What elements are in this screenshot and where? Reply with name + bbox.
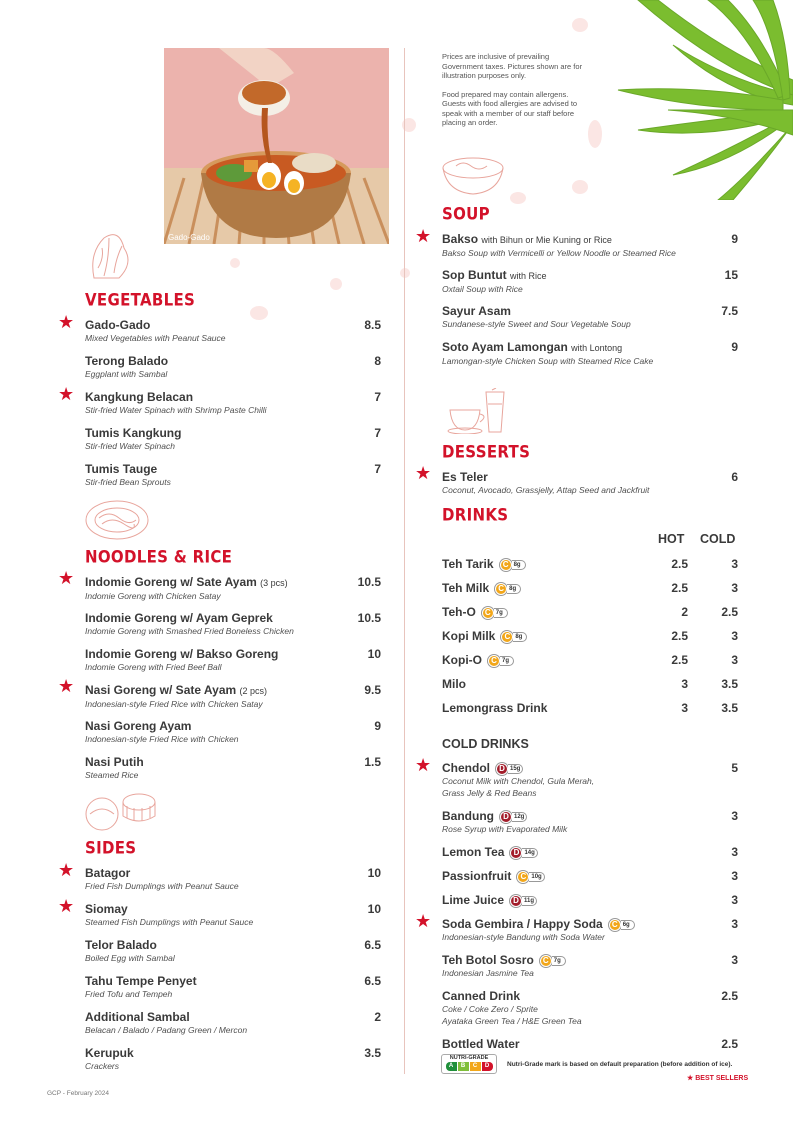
item-desc: Eggplant with Sambal [85, 369, 168, 379]
item-name: Tumis Tauge [85, 462, 158, 476]
item-name: Tahu Tempe Penyet [85, 974, 197, 988]
drink-lemongrass [442, 701, 738, 715]
drink-soda-gembira [442, 917, 738, 943]
grade-d: D [482, 1062, 493, 1071]
item-price: 8.5 [364, 318, 381, 332]
hot-price: 2.5 [671, 557, 688, 571]
menu-item-kerupuk [85, 1046, 381, 1072]
item-desc: Sundanese-style Sweet and Sour Vegetable Soup [442, 319, 631, 329]
item-name: Teh Tarik [442, 557, 494, 571]
menu-item-gado-gado [85, 318, 381, 344]
vegetable-sketch-icon [84, 228, 136, 284]
item-price: 10 [367, 647, 381, 661]
item-price: 9 [374, 719, 381, 733]
item-name: Kopi-O [442, 653, 482, 667]
drink-teh-milk [442, 581, 738, 595]
menu-item-bakso [442, 232, 738, 259]
menu-item-indomie-bakso [85, 647, 381, 673]
item-desc: Coconut Milk with Chendol, Gula Merah, [442, 776, 595, 786]
notice-text [442, 52, 592, 137]
item-extra: with Rice [510, 271, 547, 281]
menu-item-terong-balado [85, 354, 381, 380]
menu-item-es-teler [442, 470, 738, 496]
photo-caption: Gado-Gado [168, 233, 210, 242]
item-price: 1.5 [364, 755, 381, 769]
item-price: 9 [731, 340, 738, 354]
cold-price: 3 [731, 653, 738, 667]
item-price: 5 [731, 761, 738, 775]
best-seller-star-icon: ★ [415, 911, 432, 931]
item-desc: Steamed Fish Dumplings with Peanut Sauce [85, 917, 254, 927]
sides-title: SIDES [85, 838, 137, 858]
cold-price: 2.5 [721, 605, 738, 619]
drink-chendol [442, 761, 738, 799]
soup-bowl-sketch-icon [441, 154, 505, 196]
drink-lemon-tea [442, 845, 738, 859]
menu-item-indomie-sate [85, 575, 381, 602]
decor-blob [400, 268, 410, 278]
item-name: Lime Juice [442, 893, 505, 907]
item-name: Lemongrass Drink [442, 701, 548, 715]
footer-text: GCP - February 2024 [47, 1090, 110, 1097]
item-name: Nasi Putih [85, 755, 144, 769]
item-name: Teh-O [442, 605, 476, 619]
palm-leaf-icon [578, 0, 793, 200]
sugar-amount: 8g [507, 584, 521, 594]
item-name: Kangkung Belacan [85, 390, 194, 404]
sugar-amount: 15g [508, 764, 523, 774]
item-name: Sayur Asam [442, 304, 511, 318]
soup-title: SOUP [442, 204, 490, 224]
drink-passionfruit [442, 869, 738, 883]
item-price: 3 [731, 917, 738, 931]
item-price: 3 [731, 893, 738, 907]
drink-lime-juice [442, 893, 738, 907]
item-desc: Belacan / Balado / Padang Green / Mercon [85, 1025, 248, 1035]
grade-letter: C [540, 955, 552, 967]
notice-allergens: Food prepared may contain allergens. Guests with food allergies are advised to speak with a member of our staff before placing an order. [442, 89, 578, 127]
item-name: Soto Ayam Lamongan [442, 340, 568, 354]
item-desc: Stir-fried Bean Sprouts [85, 477, 171, 487]
item-desc: Indomie Goreng with Fried Beef Ball [85, 662, 222, 672]
item-name: Indomie Goreng w/ Sate Ayam [85, 575, 257, 589]
grade-letter: D [510, 895, 522, 907]
item-price: 2.5 [721, 989, 738, 1003]
menu-item-additional-sambal [85, 1010, 381, 1036]
drink-kopi-o [442, 653, 738, 667]
drink-teh-tarik [442, 557, 738, 571]
nutri-grade-badge [495, 583, 521, 595]
item-price: 3.5 [364, 1046, 381, 1060]
vegetables-title: VEGETABLES [85, 290, 196, 310]
best-sellers-legend: ★ BEST SELLERS [687, 1075, 749, 1082]
sugar-amount: 10g [529, 872, 544, 882]
sugar-amount: 14g [522, 848, 537, 858]
drink-canned [442, 989, 738, 1027]
item-price: 3 [731, 845, 738, 859]
nutri-grade-badge [482, 607, 508, 619]
menu-item-nasi-goreng-sate [85, 683, 381, 710]
hot-price: 2.5 [671, 629, 688, 643]
best-seller-star-icon: ★ [415, 463, 432, 483]
item-price: 7 [374, 426, 381, 440]
item-price: 3 [731, 809, 738, 823]
item-desc-2: Grass Jelly & Red Beans [442, 788, 537, 798]
cold-price: 3 [731, 557, 738, 571]
item-extra: (2 pcs) [239, 686, 268, 696]
grade-letter: D [496, 763, 508, 775]
best-seller-star-icon: ★ [58, 384, 75, 404]
menu-item-soto-ayam [442, 340, 738, 367]
hot-price: 2.5 [671, 581, 688, 595]
item-desc: Rose Syrup with Evaporated Milk [442, 824, 568, 834]
menu-item-tumis-kangkung [85, 426, 381, 452]
item-name: Tumis Kangkung [85, 426, 182, 440]
sugar-amount: 7g [500, 656, 514, 666]
item-name: Terong Balado [85, 354, 169, 368]
item-price: 8 [374, 354, 381, 368]
item-price: 2 [374, 1010, 381, 1024]
grade-letter: C [495, 583, 507, 595]
drinks-title: DRINKS [442, 505, 509, 525]
item-desc: Mixed Vegetables with Peanut Sauce [85, 333, 226, 343]
hot-price: 3 [681, 677, 688, 691]
item-desc: Fried Fish Dumplings with Peanut Sauce [85, 881, 239, 891]
sugar-amount: 8g [512, 560, 526, 570]
item-desc-2: Ayataka Green Tea / H&E Green Tea [442, 1016, 582, 1026]
item-price: 10 [367, 866, 381, 880]
best-seller-star-icon: ★ [58, 312, 75, 332]
item-name: Kopi Milk [442, 629, 496, 643]
dish-photo-illustration [164, 48, 389, 244]
nutri-grade-badge [517, 871, 544, 883]
nutri-grade-label: NUTRI-GRADE [449, 1055, 489, 1061]
item-desc: Indomie Goreng with Smashed Fried Boneless Chicken [85, 626, 294, 636]
menu-item-kangkung-belacan [85, 390, 381, 416]
item-name: Es Teler [442, 470, 488, 484]
item-name: Bandung [442, 809, 494, 823]
menu-item-sop-buntut [442, 268, 738, 295]
cold-price: 3.5 [721, 677, 738, 691]
item-price: 6.5 [364, 938, 381, 952]
item-name: Chendol [442, 761, 490, 775]
sugar-amount: 7g [494, 608, 508, 618]
item-desc: Stir-fried Water Spinach [85, 441, 175, 451]
item-name: Kerupuk [85, 1046, 134, 1060]
menu-item-siomay [85, 902, 381, 928]
drink-kopi-milk [442, 629, 738, 643]
sugar-amount: 8g [513, 632, 527, 642]
nutri-grade-badge [501, 631, 527, 643]
item-name: Passionfruit [442, 869, 512, 883]
item-desc: Crackers [85, 1061, 120, 1071]
grade-letter: D [510, 847, 522, 859]
drink-bottled-water [442, 1037, 738, 1051]
item-name: Batagor [85, 866, 131, 880]
nutri-grade-badge [488, 655, 514, 667]
item-price: 2.5 [721, 1037, 738, 1051]
item-price: 3 [731, 953, 738, 967]
drink-milo [442, 677, 738, 691]
item-desc: Bakso Soup with Vermicelli or Yellow Noodle or Steamed Rice [442, 248, 676, 258]
item-desc: Stir-fried Water Spinach with Shrimp Paste Chilli [85, 405, 267, 415]
grade-letter: D [500, 811, 512, 823]
item-price: 10.5 [357, 611, 381, 625]
cold-drinks-title: COLD DRINKS [442, 737, 529, 751]
sugar-amount: 11g [522, 896, 537, 906]
noodle-plate-sketch-icon [84, 498, 150, 542]
item-name: Teh Milk [442, 581, 490, 595]
item-name: Lemon Tea [442, 845, 505, 859]
item-name: Bottled Water [442, 1037, 520, 1051]
hot-price: 2 [681, 605, 688, 619]
item-price: 10 [367, 902, 381, 916]
grade-letter: C [609, 919, 621, 931]
item-name: Canned Drink [442, 989, 521, 1003]
item-desc: Oxtail Soup with Rice [442, 284, 523, 294]
desserts-title: DESSERTS [442, 442, 531, 462]
grade-letter: C [517, 871, 529, 883]
grade-letter: C [488, 655, 500, 667]
item-desc: Lamongan-style Chicken Soup with Steamed Rice Cake [442, 356, 654, 366]
nutri-grade-badge [496, 763, 523, 775]
item-name: Telor Balado [85, 938, 157, 952]
grade-c: C [470, 1062, 481, 1071]
item-desc: Indonesian-style Fried Rice with Chicken Satay [85, 699, 263, 709]
decor-blob [510, 192, 526, 204]
nutri-grade-badge [609, 919, 635, 931]
item-desc: Coke / Coke Zero / Sprite [442, 1004, 538, 1014]
item-desc: Indonesian Jasmine Tea [442, 968, 534, 978]
grade-letter: C [482, 607, 494, 619]
best-seller-star-icon: ★ [58, 860, 75, 880]
nutri-grade-badge [500, 559, 526, 571]
column-divider [404, 48, 405, 1074]
item-desc: Steamed Rice [85, 770, 139, 780]
hot-price: 2.5 [671, 653, 688, 667]
item-name: Milo [442, 677, 466, 691]
cold-price: 3 [731, 581, 738, 595]
drink-teh-botol [442, 953, 738, 979]
sugar-amount: 12g [512, 812, 527, 822]
item-name: Gado-Gado [85, 318, 151, 332]
menu-item-sayur-asam [442, 304, 738, 330]
hot-price: 3 [681, 701, 688, 715]
item-price: 7.5 [721, 304, 738, 318]
item-name: Teh Botol Sosro [442, 953, 534, 967]
item-price: 9 [731, 232, 738, 246]
item-price: 6 [731, 470, 738, 484]
best-seller-star-icon: ★ [415, 226, 432, 246]
grade-letter: C [501, 631, 513, 643]
item-name: Nasi Goreng Ayam [85, 719, 192, 733]
item-price: 6.5 [364, 974, 381, 988]
sugar-amount: 7g [552, 956, 566, 966]
item-desc: Indomie Goreng with Chicken Satay [85, 591, 221, 601]
menu-item-tahu-tempe [85, 974, 381, 1000]
nutri-grade-badge [500, 811, 527, 823]
grade-a: A [446, 1062, 457, 1071]
menu-item-telor-balado [85, 938, 381, 964]
sides-sketch-icon [84, 790, 158, 832]
sugar-amount: 6g [621, 920, 635, 930]
best-seller-star-icon: ★ [58, 676, 75, 696]
item-desc: Indonesian-style Bandung with Soda Water [442, 932, 605, 942]
cold-column-header: COLD [700, 532, 736, 546]
menu-item-batagor [85, 866, 381, 892]
item-extra: with Bihun or Mie Kuning or Rice [481, 235, 612, 245]
item-price: 3 [731, 869, 738, 883]
dessert-drink-sketch-icon [446, 388, 508, 434]
gado-gado-photo [164, 48, 389, 244]
item-name: Indomie Goreng w/ Ayam Geprek [85, 611, 273, 625]
nutri-grade-badge [540, 955, 566, 967]
menu-item-indomie-geprek [85, 611, 381, 637]
notice-taxes: Prices are inclusive of prevailing Government taxes. Pictures shown are for illustration purposes only. [442, 52, 583, 80]
item-desc: Coconut, Avocado, Grassjelly, Attap Seed and Jackfruit [442, 485, 650, 495]
drink-teh-o [442, 605, 738, 619]
grade-b: B [458, 1062, 469, 1071]
nutri-grade-note: Nutri-Grade mark is based on default preparation (before addition of ice). [507, 1061, 733, 1068]
best-seller-star-icon: ★ [58, 896, 75, 916]
item-name: Nasi Goreng w/ Sate Ayam [85, 683, 237, 697]
best-seller-star-icon: ★ [58, 568, 75, 588]
decor-blob [330, 278, 342, 290]
decor-blob [230, 258, 240, 268]
grade-letter: C [500, 559, 512, 571]
item-name: Additional Sambal [85, 1010, 190, 1024]
item-price: 7 [374, 390, 381, 404]
item-desc: Indonesian-style Fried Rice with Chicken [85, 734, 239, 744]
cold-price: 3 [731, 629, 738, 643]
noodles-rice-title: NOODLES & RICE [85, 547, 233, 567]
item-name: Bakso [442, 232, 479, 246]
nutri-grade-legend [441, 1054, 497, 1074]
item-price: 10.5 [357, 575, 381, 589]
menu-item-nasi-putih [85, 755, 381, 781]
menu-item-tumis-tauge [85, 462, 381, 488]
cold-price: 3.5 [721, 701, 738, 715]
nutri-grade-badge [510, 895, 537, 907]
item-extra: (3 pcs) [260, 578, 288, 588]
menu-item-nasi-goreng-ayam [85, 719, 381, 745]
item-name: Siomay [85, 902, 128, 916]
best-seller-star-icon: ★ [415, 755, 432, 775]
item-name: Soda Gembira / Happy Soda [442, 917, 603, 931]
nutri-grade-badge [510, 847, 537, 859]
item-desc: Fried Tofu and Tempeh [85, 989, 173, 999]
item-name: Sop Buntut [442, 268, 507, 282]
nutri-grade-scale [442, 1062, 496, 1071]
item-price: 7 [374, 462, 381, 476]
item-name: Indomie Goreng w/ Bakso Goreng [85, 647, 279, 661]
item-price: 9.5 [364, 683, 381, 697]
item-price: 15 [724, 268, 738, 282]
item-extra: with Lontong [571, 343, 623, 353]
item-desc: Boiled Egg with Sambal [85, 953, 175, 963]
drink-bandung [442, 809, 738, 835]
hot-column-header: HOT [658, 532, 685, 546]
